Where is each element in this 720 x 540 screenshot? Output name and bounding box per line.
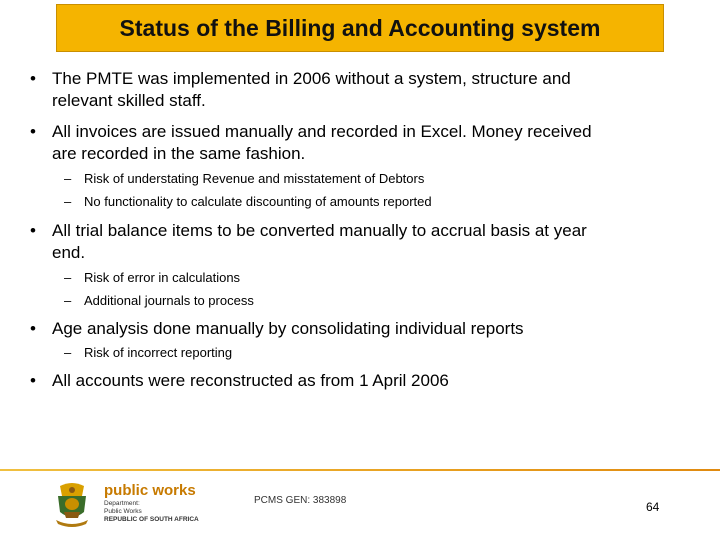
logo-text: [104, 482, 204, 524]
brand-sub: Public Works: [104, 508, 142, 515]
bullet-marker: •: [30, 371, 36, 390]
bullet-text: end.: [52, 243, 86, 262]
bullet-text: are recorded in the same fashion.: [52, 144, 306, 163]
dash-marker: –: [64, 270, 72, 285]
bullet-marker: •: [30, 221, 36, 240]
page-number: 64: [646, 500, 660, 514]
bullet-text: All accounts were reconstructed as from 1 April 2006: [52, 371, 449, 390]
bullet-marker: •: [30, 319, 36, 338]
bullet-marker: •: [30, 69, 36, 88]
department-logo: [52, 482, 202, 530]
sub-bullet-text: Additional journals to process: [84, 293, 254, 308]
brand-sub: Department:: [104, 500, 140, 507]
sub-bullet-text: No functionality to calculate discounting of amounts reported: [84, 194, 432, 209]
bullet-text: All invoices are issued manually and recorded in Excel. Money received: [52, 122, 592, 141]
dash-marker: –: [64, 345, 72, 360]
footer-divider: [0, 469, 720, 471]
sub-bullet-text: Risk of incorrect reporting: [84, 345, 233, 360]
dash-marker: –: [64, 293, 72, 308]
sub-bullet-text: Risk of error in calculations: [84, 270, 241, 285]
slide-title-box: [56, 4, 664, 52]
brand-name: public works: [104, 482, 196, 499]
dash-marker: –: [64, 171, 72, 186]
brand-sub: REPUBLIC OF SOUTH AFRICA: [104, 516, 199, 523]
coat-of-arms-icon: [52, 482, 92, 528]
slide-title: Status of the Billing and Accounting system: [119, 14, 601, 41]
bullet-text: relevant skilled staff.: [52, 91, 206, 110]
bullet-text: All trial balance items to be converted manually to accrual basis at year: [52, 221, 587, 240]
dash-marker: –: [64, 194, 72, 209]
sub-bullet-text: Risk of understating Revenue and misstatement of Debtors: [84, 171, 425, 186]
bullet-text: Age analysis done manually by consolidating individual reports: [52, 319, 524, 338]
document-reference: PCMS GEN: 383898: [254, 495, 347, 506]
bullet-marker: •: [30, 122, 36, 141]
bullet-text: The PMTE was implemented in 2006 without a system, structure and: [52, 69, 571, 88]
